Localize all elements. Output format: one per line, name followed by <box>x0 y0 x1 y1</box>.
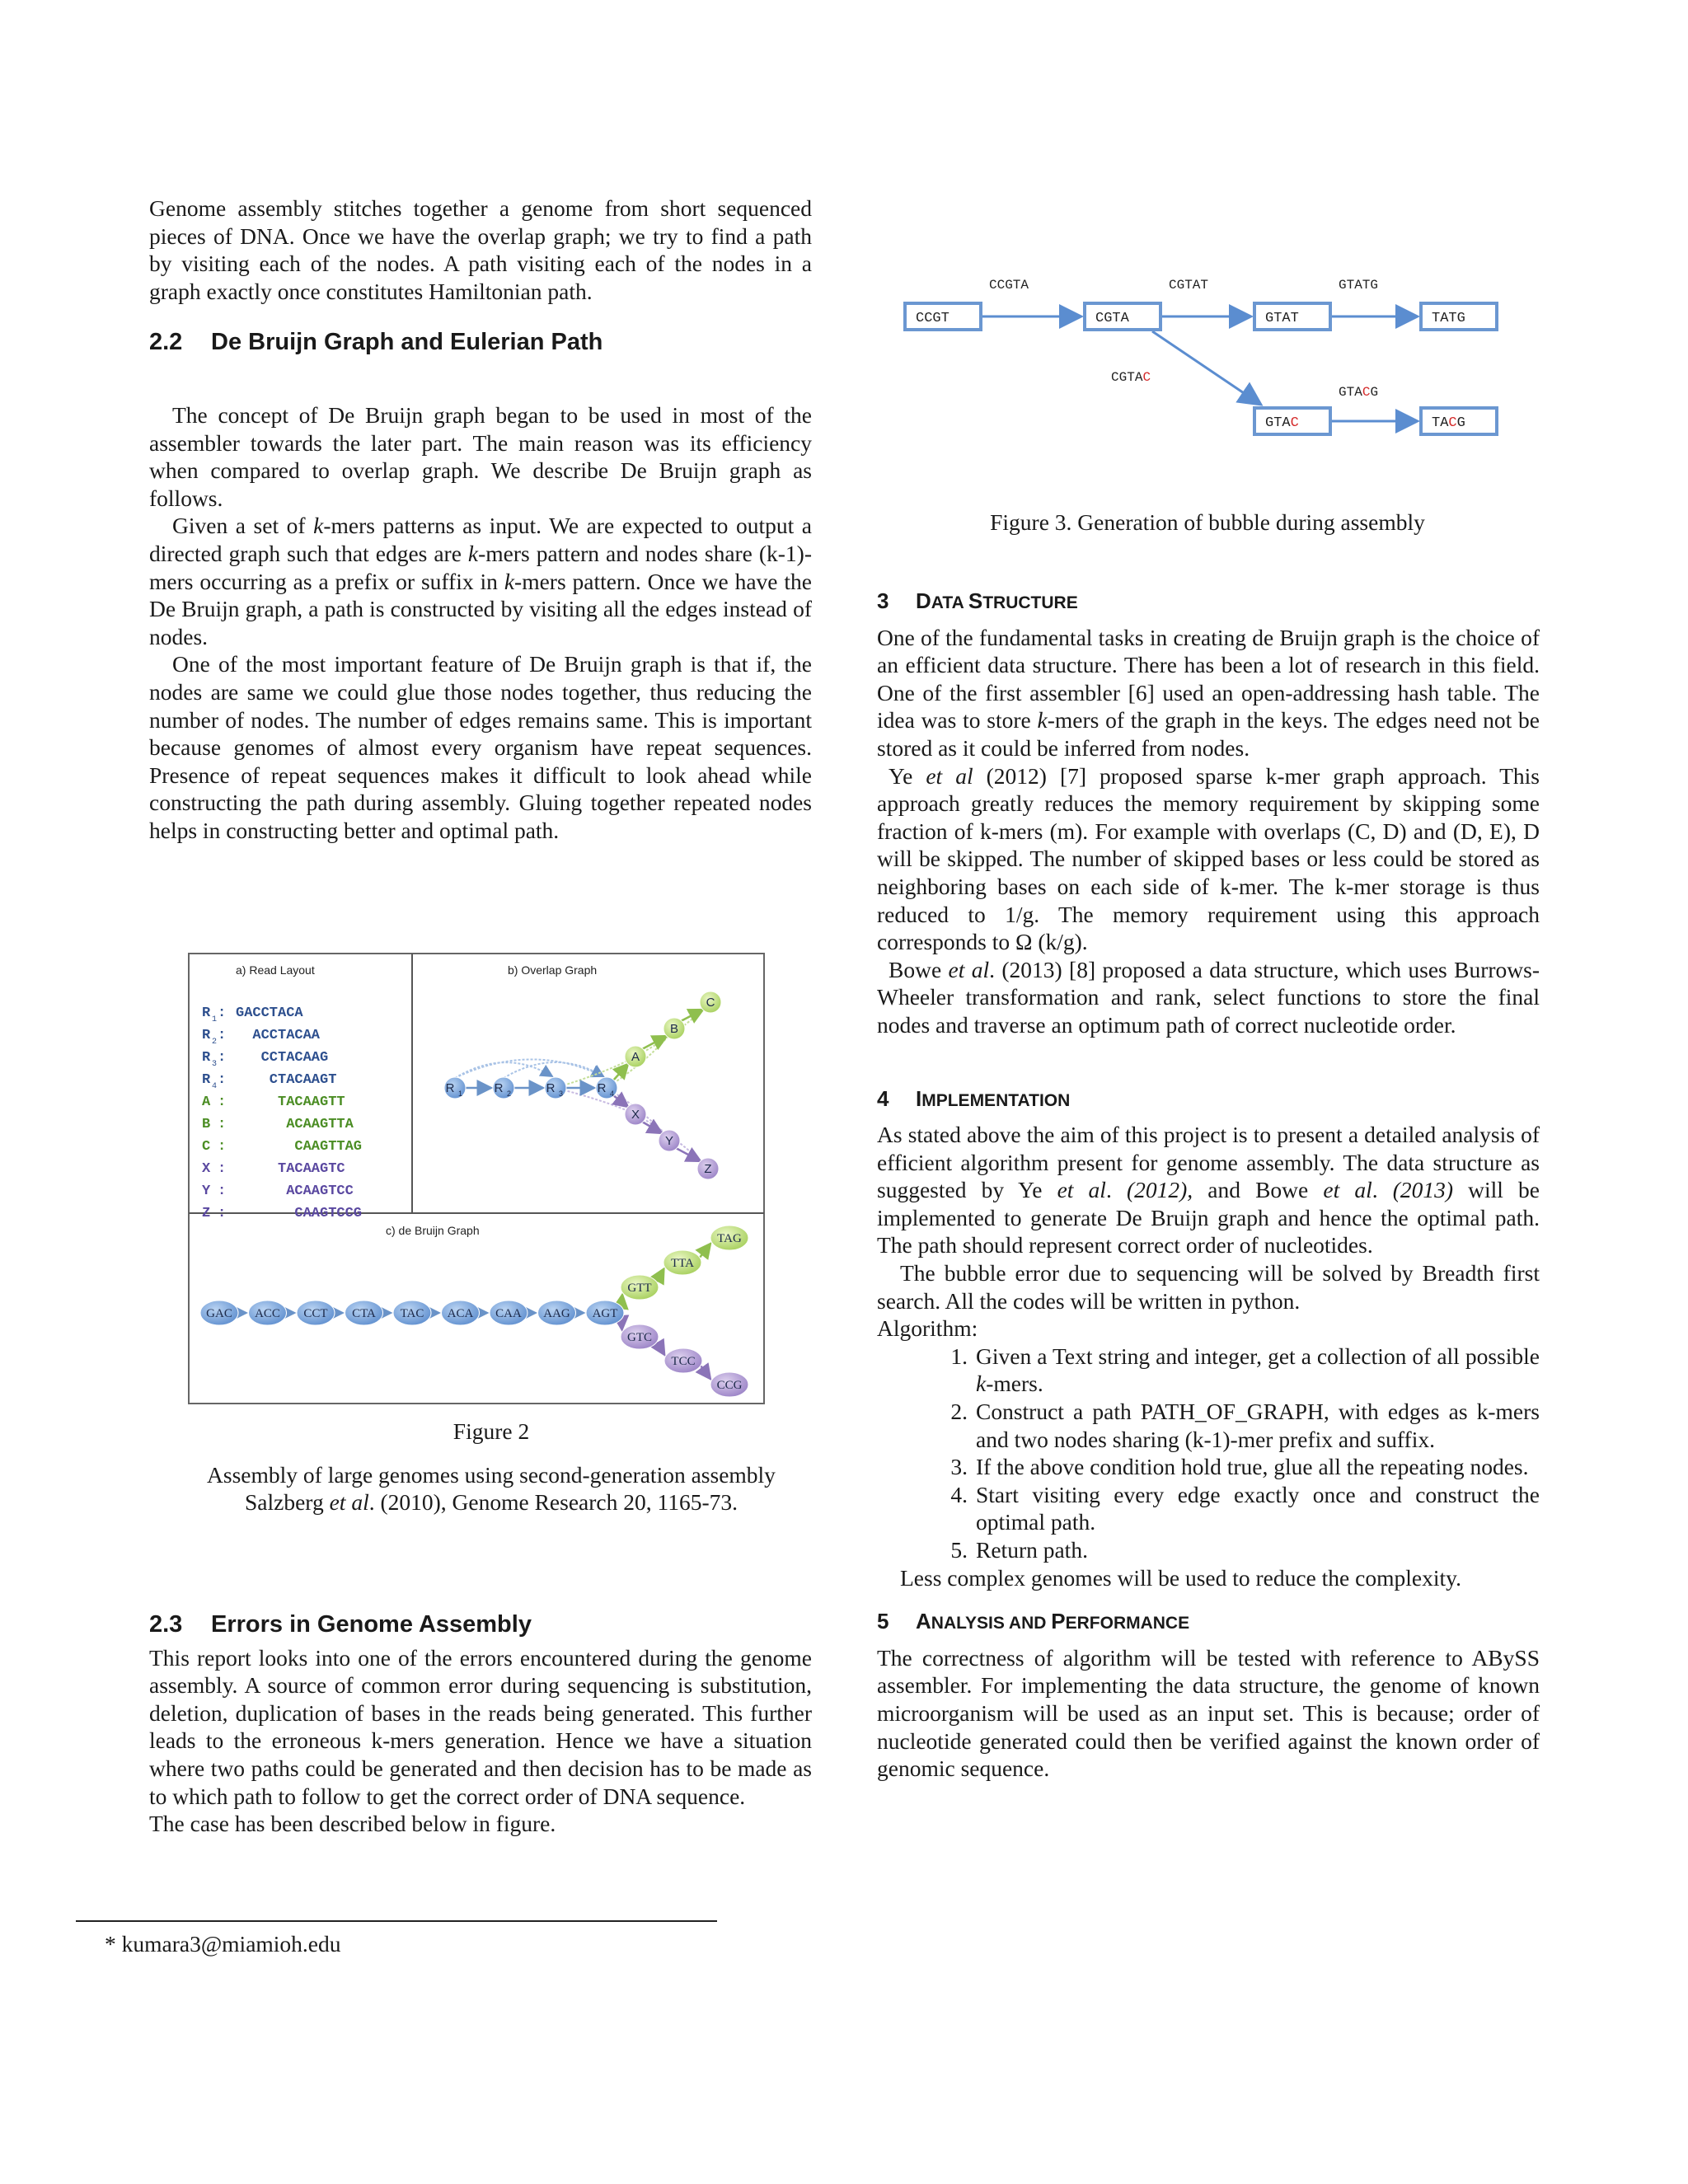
overlap-node-label: A <box>631 1050 640 1064</box>
bubble-edge-label: GTATG <box>1339 278 1379 293</box>
bubble-node-label: TACG <box>1432 415 1465 431</box>
dbg-node-label: CTA <box>352 1307 376 1320</box>
bubble-edge <box>1152 331 1261 405</box>
read-sequence: CAAGTCCG <box>294 1206 363 1221</box>
svg-text::: : <box>218 1206 227 1221</box>
bubble-node <box>1254 408 1330 434</box>
right-column <box>877 588 1540 1783</box>
overlap-node-label: R <box>597 1081 607 1095</box>
bubble-edge-label: GTACG <box>1339 385 1379 400</box>
dbg-node <box>710 1226 748 1250</box>
overlap-node-label: Z <box>704 1162 712 1176</box>
dbg-node <box>393 1301 431 1325</box>
overlap-node-label: B <box>669 1022 679 1036</box>
read-sequence: CCTACAAG <box>260 1050 329 1066</box>
read-label: R <box>202 1005 211 1021</box>
footnote-rule <box>76 1920 717 1922</box>
svg-text::: : <box>218 1072 227 1088</box>
read-label: R <box>202 1072 211 1088</box>
dbg-node <box>200 1301 238 1325</box>
figure-3 <box>898 264 1508 445</box>
debruijn-paragraph-2: Given a set of k-mers patterns as input. We are expected to output a directed graph such that edges are k-mers pattern and nodes share (k-1)-mers occurring as a prefix or suffix in k-mers pattern. Once we have the De Bruijn graph, a path is constructed by visiting all the edges instead of nodes. <box>149 513 812 649</box>
read-sequence: ACAAGTCC <box>286 1183 354 1199</box>
algorithm-list <box>877 1343 1540 1564</box>
overlap-node <box>663 1018 685 1039</box>
dbg-node-label: AAG <box>543 1307 570 1320</box>
svg-text::: : <box>218 1139 227 1155</box>
read-label: X <box>202 1161 211 1177</box>
dbg-edge <box>621 1319 622 1330</box>
errors-paragraph: This report looks into one of the errors encountered during the genome assembly. A source of common error during sequencing is substitution, deletion, duplication of bases in the reads being generated. This further leads to the erroneous k-mers generation. Hence we have a situation where two paths could be generated and then decision has to be made as to which path to follow to get the correct order of DNA sequence. <box>149 1644 812 1809</box>
overlap-node-subscript: 3 <box>559 1090 564 1098</box>
read-sequence: CTACAAGT <box>269 1072 337 1088</box>
read-sequence: ACCTACAA <box>252 1028 321 1043</box>
intro-paragraph: Genome assembly stitches together a genome from short sequenced pieces of DNA. Once we have the overlap graph; we try to find a path by visiting each of the nodes. A path visiting each of the nodes in a graph exactly once constitutes Hamiltonian path. <box>149 195 812 304</box>
section-title: Errors in Genome Assembly <box>211 1611 532 1638</box>
dbg-node-label: TAC <box>400 1307 424 1320</box>
overlap-node <box>596 1077 617 1099</box>
dbg-node <box>586 1301 624 1325</box>
dbg-node-label: TAG <box>717 1232 742 1245</box>
algorithm-step: 2 . Construct a path PATH_OF_GRAPH, with edges as k-mers and two nodes sharing (k-1)-mer prefix and suffix. <box>877 1398 1540 1453</box>
read-label: R <box>202 1050 211 1066</box>
implementation-paragraph-1: As stated above the aim of this project is to present a detailed analysis of efficient algorithm present for genome assembly. The data structure as suggested by Ye et al. (2012), and Bowe et al. (2013) will be implemented to generate De Bruijn graph and hence the optimal path. The path should represent correct order of nucleotides. <box>877 1122 1540 1258</box>
dbg-node <box>663 1250 701 1275</box>
dbg-edge <box>621 1295 622 1306</box>
dbg-node <box>621 1324 659 1349</box>
overlap-node <box>493 1077 514 1099</box>
read-sequence: CAAGTTAG <box>294 1139 363 1155</box>
figure-2-caption: Figure 2 <box>452 1418 530 1444</box>
read-sequence: TACAAGTT <box>278 1094 345 1110</box>
overlap-node <box>625 1104 646 1125</box>
dbg-node <box>621 1275 659 1300</box>
bubble-node-label: CGTA <box>1095 311 1129 326</box>
section-5-heading: 5 ANALYSIS AND PERFORMANCE <box>877 1609 1190 1634</box>
read-subscript: 2 <box>212 1038 218 1047</box>
overlap-node <box>625 1046 646 1067</box>
data-structure-paragraph-1: One of the fundamental tasks in creating de Bruijn graph is the choice of an efficient data structure. There has been a lot of research in this field. One of the first assembler [6] used an open-addressing hash table. The idea was to store k-mers of the graph in the keys. The edges need not be stored as it could be inferred from nodes. <box>877 624 1540 761</box>
overlap-node <box>659 1130 680 1151</box>
overlap-node-label: R <box>494 1081 504 1095</box>
read-label: C <box>202 1139 211 1155</box>
debruijn-paragraph-1: The concept of De Bruijn graph began to be used in most of the assembler towards the later part. The main reason was its efficiency when compared to overlap graph. We describe De Bruijn graph as follows. <box>149 401 812 511</box>
dbg-node-label: TCC <box>671 1355 696 1368</box>
algorithm-step: 5 . Return path. <box>877 1536 1540 1564</box>
section-number: 2.3 <box>149 1611 183 1638</box>
dbg-node <box>297 1301 335 1325</box>
bubble-edge-label: CCGTA <box>989 278 1029 293</box>
section-2-3-heading <box>149 1611 812 1639</box>
algorithm-label: Algorithm: <box>877 1315 978 1342</box>
read-subscript: 3 <box>212 1060 218 1069</box>
debruijn-paragraph-3: One of the most important feature of De Bruijn graph is that if, the nodes are same we could glue those nodes together, thus reducing the number of nodes. The number of edges remains same. This is important because genomes of almost every organism have repeat sequences. Presence of repeat sequences makes it difficult to look ahead while constructing the path during assembly. Gluing together repeated nodes helps in constructing better and optimal path. <box>149 651 812 843</box>
overlap-node <box>444 1077 466 1099</box>
footnote: * kumara3@miamioh.edu <box>105 1931 341 1957</box>
read-sequence: GACCTACA <box>236 1005 303 1021</box>
dbg-node-label: CCT <box>303 1307 328 1320</box>
overlap-node-label: Y <box>664 1134 674 1148</box>
read-label: B <box>202 1117 211 1132</box>
read-sequence: TACAAGTC <box>278 1161 345 1177</box>
data-structure-paragraph-3: Bowe et al. (2013) [8] proposed a data structure, which uses Burrows-Wheeler transformation and rank, select functions to store the final nodes and traverse an optimum path of correct nucleotide order. <box>877 956 1540 1038</box>
section-number: 2.2 <box>149 329 183 356</box>
dbg-node <box>538 1301 576 1325</box>
overlap-node-subscript: 1 <box>458 1090 463 1098</box>
section-title: De Bruijn Graph and Eulerian Path <box>211 329 603 356</box>
svg-text::: : <box>218 1094 227 1110</box>
section-4-heading: 4 IMPLEMENTATION <box>877 1085 1071 1111</box>
analysis-paragraph: The correctness of algorithm will be tested with reference to ABySS assembler. For implementing the data structure, the genome of known microorganism will be used as an input set. This is because; order of nucleotide generated could then be verified against the known order of genomic sequence. <box>877 1644 1540 1782</box>
overlap-node <box>700 991 721 1013</box>
svg-text::: : <box>218 1028 227 1043</box>
section-2-2-heading <box>149 329 812 357</box>
data-structure-paragraph-2: Ye et al (2012) [7] proposed sparse k-mer graph approach. This approach greatly reduces the memory requirement by skipping some fraction of k-mers (m). For example with overlaps (C, D) and (D, E), D will be skipped. The number of skipped bases or less could be stored as neighboring bases on each side of k-mer. The k-mer storage is thus reduced to 1/g. The memory requirement using this approach corresponds to Ω (k/g). <box>877 762 1540 955</box>
bubble-edge-label: CGTAT <box>1169 278 1209 293</box>
dbg-node-label: CAA <box>495 1307 522 1320</box>
read-label: Y <box>202 1183 211 1199</box>
bubble-node <box>1085 303 1160 330</box>
read-label: R <box>202 1028 211 1043</box>
algorithm-step: 4 . Start visiting every edge exactly once and construct the optimal path. <box>877 1481 1540 1536</box>
bubble-node-label: CCGT <box>916 311 950 326</box>
bubble-node-label: GTAC <box>1265 415 1299 431</box>
bubble-node-label: GTAT <box>1265 311 1299 326</box>
dbg-node <box>345 1301 383 1325</box>
overlap-node-subscript: 2 <box>507 1090 512 1098</box>
algorithm-step: 3 . If the above condition hold true, glue all the repeating nodes. <box>877 1453 1540 1481</box>
overlap-node-label: R <box>445 1081 455 1095</box>
dbg-node-label: GTC <box>627 1331 652 1344</box>
svg-text::: : <box>218 1005 227 1021</box>
dbg-node <box>710 1372 748 1397</box>
dbg-node-label: GAC <box>206 1307 232 1320</box>
algorithm-step: 1 . Given a Text string and integer, get a collection of all possible k-mers. <box>877 1343 1540 1398</box>
dbg-node-label: GTT <box>627 1282 652 1295</box>
bubble-edge-label: CGTAC <box>1111 370 1151 385</box>
panel-b-title: b) Overlap Graph <box>508 963 598 977</box>
bubble-node-label: TATG <box>1432 311 1465 326</box>
dbg-node-label: ACC <box>255 1307 280 1320</box>
overlap-node-label: R <box>546 1081 556 1095</box>
left-column-lower <box>149 1611 812 1838</box>
section-3-heading: 3 DATA STRUCTURE <box>877 588 1078 613</box>
dbg-node-label: AGT <box>592 1307 618 1320</box>
panel-c-title: c) de Bruijn Graph <box>386 1224 480 1237</box>
figure-2-caption-block <box>149 1418 833 1516</box>
dbg-node-label: TTA <box>671 1257 694 1270</box>
implementation-paragraph-2: The bubble error due to sequencing will be solved by Breadth first search. All the codes will be written in python. <box>877 1260 1540 1314</box>
overlap-node-label: C <box>706 996 715 1010</box>
figure-3-caption: Figure 3. Generation of bubble during assembly <box>990 509 1425 535</box>
implementation-paragraph-3: Less complex genomes will be used to reduce the complexity. <box>900 1564 1461 1591</box>
panel-a-title: a) Read Layout <box>236 963 315 977</box>
svg-text::: : <box>218 1117 227 1132</box>
overlap-node <box>697 1158 719 1179</box>
svg-text::: : <box>218 1183 227 1199</box>
figure-2 <box>188 953 765 1404</box>
bubble-node <box>905 303 981 330</box>
bubble-node <box>1421 303 1497 330</box>
svg-text::: : <box>218 1161 227 1177</box>
dbg-node <box>664 1348 702 1373</box>
read-subscript: 4 <box>212 1082 218 1091</box>
bubble-node <box>1421 408 1497 434</box>
figure-2-source: Assembly of large genomes using second-generation assembly Salzberg et al. (2010), Genome Research 20, 1165-73. <box>207 1461 776 1516</box>
read-subscript: 1 <box>212 1015 218 1024</box>
dbg-node-label: CCG <box>716 1379 743 1392</box>
dbg-node <box>490 1301 528 1325</box>
overlap-node <box>545 1077 566 1099</box>
bubble-node <box>1254 303 1330 330</box>
left-column <box>149 194 812 844</box>
dbg-node <box>442 1301 480 1325</box>
overlap-node-subscript: 4 <box>610 1090 615 1098</box>
svg-text::: : <box>218 1050 227 1066</box>
read-label: A <box>202 1094 211 1110</box>
errors-paragraph-2: The case has been described below in figure. <box>149 1811 556 1837</box>
dbg-node-label: ACA <box>447 1307 474 1320</box>
dbg-node <box>249 1301 287 1325</box>
read-label: Z <box>202 1206 211 1221</box>
read-sequence: ACAAGTTA <box>286 1117 354 1132</box>
overlap-node-label: X <box>631 1108 640 1122</box>
